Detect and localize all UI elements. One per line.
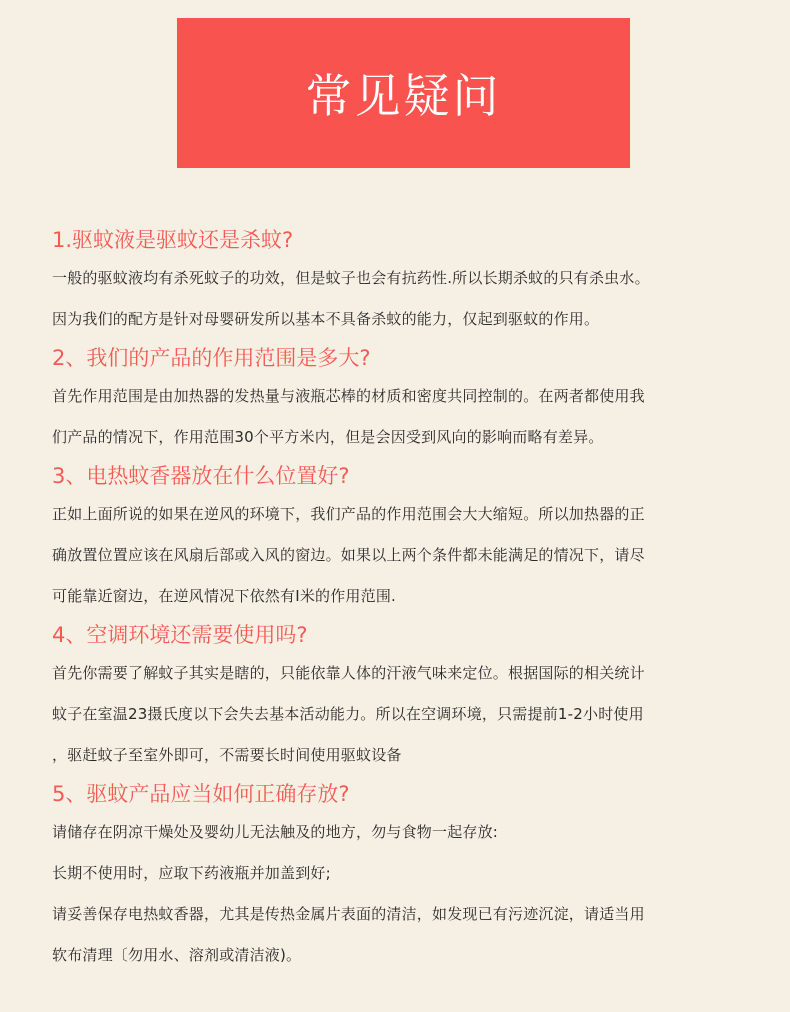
faq-question: 3、电热蚊香器放在什么位置好? [52, 464, 350, 488]
answer-line: 一般的驱蚊液均有杀死蚊子的功效，但是蚊子也会有抗药性.所以长期杀蚊的只有杀虫水。 [52, 269, 650, 287]
answer-line: 可能靠近窗边，在逆风情况下依然有I米的作用范围. [52, 587, 396, 605]
faq-question: 5、驱蚊产品应当如何正确存放? [52, 782, 350, 806]
answer-line: 蚊子在室温23摄氏度以下会失去基本活动能力。所以在空调环境，只需提前1-2小时使用 [52, 705, 644, 723]
faq-question: 2、我们的产品的作用范围是多大? [52, 346, 371, 370]
faq-answer [52, 376, 762, 458]
faq-list [52, 222, 762, 976]
answer-line: 首先你需要了解蚊子其实是瞎的，只能依靠人体的汗液气味来定位。根据国际的相关统计 [52, 664, 645, 682]
faq-answer [52, 653, 762, 776]
faq-question: 1.驱蚊液是驱蚊还是杀蚊? [52, 228, 294, 252]
faq-answer [52, 258, 762, 340]
answer-line: 请储存在阴凉干燥处及婴幼儿无法触及的地方，勿与食物一起存放: [52, 823, 499, 841]
faq-item-3 [52, 458, 762, 617]
answer-line: 首先作用范围是由加热器的发热量与液瓶芯棒的材质和密度共同控制的。在两者都使用我 [52, 387, 645, 405]
answer-line: 请妥善保存电热蚊香器，尤其是传热金属片表面的清洁，如发现已有污迹沉淀，请适当用 [52, 905, 645, 923]
answer-line: 正如上面所说的如果在逆风的环境下，我们产品的作用范围会大大缩短。所以加热器的正 [52, 505, 645, 523]
answer-line: 们产品的情况下，作用范围30个平方米内，但是会因受到风向的影响而略有差异。 [52, 428, 604, 446]
faq-item-1 [52, 222, 762, 340]
answer-line: 软布清理〔勿用水、溶剂或清洁液)。 [52, 946, 302, 964]
faq-answer [52, 812, 762, 976]
faq-answer [52, 494, 762, 617]
title-banner [177, 18, 630, 168]
faq-question: 4、空调环境还需要使用吗? [52, 623, 308, 647]
answer-line: 长期不使用时，应取下药液瓶并加盖到好; [52, 864, 331, 882]
page-title: 常见疑问 [305, 69, 502, 123]
faq-item-5 [52, 776, 762, 976]
faq-item-2 [52, 340, 762, 458]
faq-item-4 [52, 617, 762, 776]
answer-line: ，驱赶蚊子至室外即可，不需要长时间使用驱蚊设备 [52, 746, 402, 764]
answer-line: 因为我们的配方是针对母婴研发所以基本不具备杀蚊的能力，仅起到驱蚊的作用。 [52, 310, 600, 328]
answer-line: 确放置位置应该在风扇后部或入风的窗边。如果以上两个条件都未能满足的情况下，请尽 [52, 546, 645, 564]
